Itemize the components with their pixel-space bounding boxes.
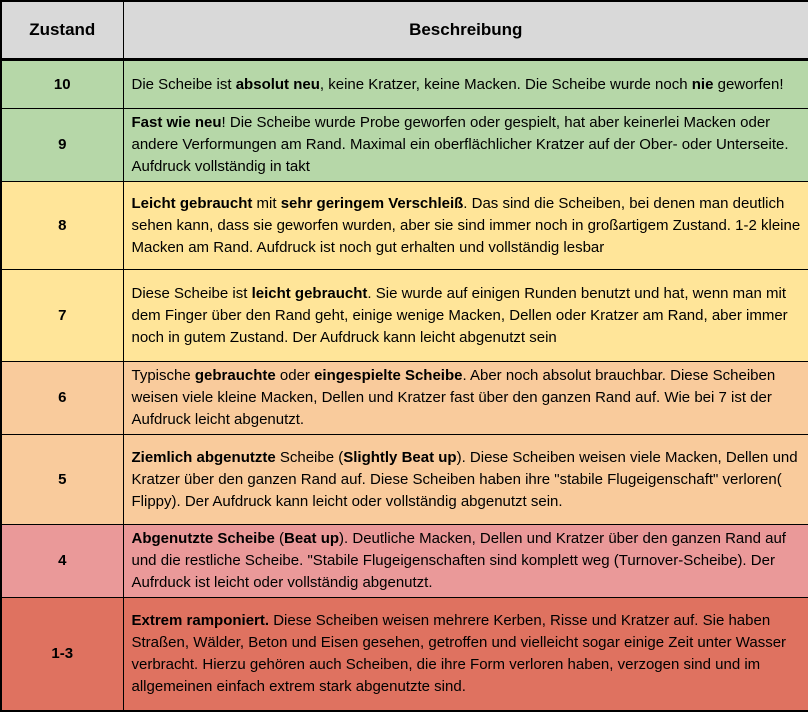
zustand-cell: 5 <box>1 435 123 525</box>
table-row <box>1 60 808 109</box>
beschreibung-cell <box>123 435 808 525</box>
description-bold-segment: Extrem ramponiert. <box>131 611 270 629</box>
description-segment: . Aber noch absolut brauchbar. Diese Scheiben weisen viele kleine Macken, Dellen und Kratzer fast über den ganzen Rand auf. Wie bei 7 ist der Aufdruck leicht abgenutzt. <box>131 367 776 428</box>
zustand-cell: 10 <box>1 60 123 109</box>
beschreibung-cell <box>123 270 808 362</box>
table-row <box>1 525 808 598</box>
description-bold-segment: Fast wie neu <box>131 114 222 131</box>
description-bold-segment: sehr geringem Verschleiß <box>280 194 464 212</box>
table-row <box>1 362 808 435</box>
description-segment: ! Die Scheibe wurde Probe geworfen oder gespielt, hat aber keinerlei Macken oder andere Verformungen am Rand. Maximal ein oberflächlicher Kratzer auf der Ober- oder Unterseite. Aufdruck vollständig in takt <box>131 114 789 175</box>
zustand-cell: 9 <box>1 109 123 182</box>
table-row <box>1 598 808 711</box>
description-bold-segment: Ziemlich abgenutzte <box>131 448 276 466</box>
beschreibung-cell <box>123 109 808 182</box>
table-row <box>1 270 808 362</box>
description-segment: oder <box>275 367 315 384</box>
beschreibung-cell <box>123 362 808 435</box>
description-bold-segment: Leicht gebraucht <box>131 194 253 212</box>
table-body <box>1 60 808 711</box>
table-row <box>1 109 808 182</box>
description-bold-segment: nie <box>691 75 714 93</box>
description-segment: mit <box>252 194 281 212</box>
table-row <box>1 435 808 525</box>
zustand-cell: 6 <box>1 362 123 435</box>
header-zustand: Zustand <box>1 1 123 60</box>
description-bold-segment: Slightly Beat up <box>343 448 457 466</box>
zustand-cell: 7 <box>1 270 123 362</box>
zustand-cell: 8 <box>1 182 123 270</box>
description-bold-segment: eingespielte Scheibe <box>314 367 463 384</box>
description-bold-segment: gebrauchte <box>194 367 276 384</box>
description-segment: ). Deutliche Macken, Dellen und Kratzer über den ganzen Rand auf und die restliche Scheibe. "Stabile Flugeigenschaften sind komplett weg (Turnover-Scheibe). Der Aufrduck ist leicht oder vollständig abgenutzt. <box>131 530 786 591</box>
description-bold-segment: absolut neu <box>235 75 320 93</box>
beschreibung-cell <box>123 182 808 270</box>
description-segment: Diese Scheiben weisen mehrere Kerben, Risse und Kratzer auf. Sie haben Straßen, Wälder, Beton und Eisen gesehen, getroffen und vielleicht sogar einige Zeit unter Wasser verbracht. Hierzu gehören auch Scheiben, die ihre Form verloren haben, verzogen sind und im allgemeinen einfach extrem stark abgenutzte sind. <box>131 611 787 695</box>
description-segment: Die Scheibe ist <box>131 75 236 93</box>
zustand-cell: 1-3 <box>1 598 123 711</box>
beschreibung-cell <box>123 525 808 598</box>
beschreibung-cell <box>123 60 808 109</box>
beschreibung-cell <box>123 598 808 711</box>
header-row <box>1 1 808 60</box>
description-bold-segment: leicht gebraucht <box>251 284 368 302</box>
description-bold-segment: Beat up <box>284 530 340 547</box>
table-header <box>1 1 808 60</box>
description-segment: Scheibe ( <box>275 448 344 466</box>
description-segment: Typische <box>131 367 195 384</box>
zustand-cell: 4 <box>1 525 123 598</box>
description-segment: ( <box>274 530 285 547</box>
description-segment: . Sie wurde auf einigen Runden benutzt und hat, wenn man mit dem Finger über den Rand geht, einige wenige Macken, Dellen oder Kratzer am Rand, aber immer noch in gutem Zustand. Der Aufdruck kann leicht abgenutzt sein <box>131 284 788 346</box>
description-bold-segment: Abgenutzte Scheibe <box>131 530 275 547</box>
description-segment: geworfen! <box>713 75 784 93</box>
description-segment: . Das sind die Scheiben, bei denen man deutlich sehen kann, dass sie geworfen wurden, aber sie sind immer noch in großartigem Zustand. 1-2 kleine Macken am Rand. Aufdruck ist noch gut erhalten und vollständig lesbar <box>131 194 801 256</box>
header-beschreibung: Beschreibung <box>123 1 808 60</box>
table-row <box>1 182 808 270</box>
description-segment: Diese Scheibe ist <box>131 284 252 302</box>
description-segment: ). Diese Scheiben weisen viele Macken, Dellen und Kratzer über den ganzen Rand auf. Diese Scheiben haben ihre "stabile Flugeigenschaft" verloren( Flippy). Der Aufdruck kann leicht oder vollständig abgenutzt sein. <box>131 448 798 510</box>
description-segment: , keine Kratzer, keine Macken. Die Scheibe wurde noch <box>319 75 692 93</box>
